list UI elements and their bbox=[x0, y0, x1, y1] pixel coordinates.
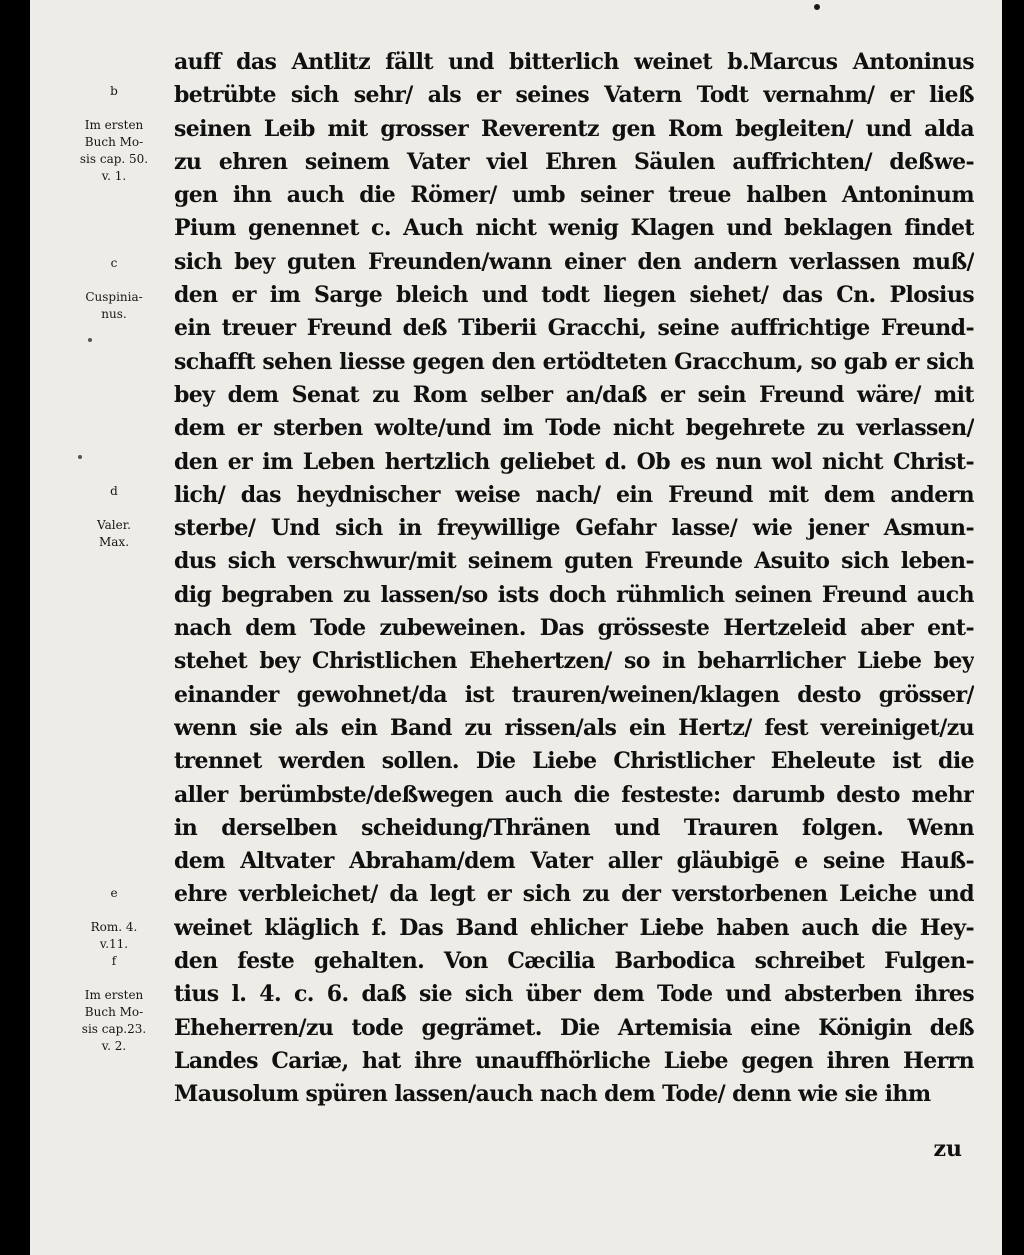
note-mark: e bbox=[110, 886, 118, 900]
text-line: Mausolum spüren lassen/auch nach dem Tode/ denn wie sie ihm bbox=[174, 1081, 931, 1108]
text-line: aller berümbste/deßwegen auch die festeste: darumb desto mehr bbox=[174, 781, 974, 808]
note-mark: c bbox=[110, 256, 118, 270]
text-line: lich/ das heydnischer weise nach/ ein Freund mit dem andern bbox=[174, 481, 974, 508]
text-line: dus sich verschwur/mit seinem guten Freunde Asuito sich leben- bbox=[174, 548, 974, 575]
text-line: den er im Leben hertzlich geliebet d. Ob es nun wol nicht Christ- bbox=[174, 448, 974, 475]
text-line: ehre verbleichet/ da legt er sich zu der verstorbenen Leiche und bbox=[174, 881, 974, 908]
text-line: sterbe/ Und sich in freywillige Gefahr lasse/ wie jener Asmun- bbox=[174, 515, 974, 542]
text-line: stehet bey Christlichen Ehehertzen/ so in beharrlicher Liebe bey bbox=[174, 648, 974, 675]
text-line: dig begraben zu lassen/so ists doch rühmlich seinen Freund auch bbox=[174, 581, 974, 608]
margin-note-b bbox=[52, 66, 176, 185]
note-text: Im ersten Buch Mo- sis cap. 50. v. 1. bbox=[79, 118, 149, 183]
text-line: nach dem Tode zubeweinen. Das grösseste Hertzeleid aber ent- bbox=[174, 615, 974, 642]
text-line: seinen Leib mit grosser Reverentz gen Rom begleiten/ und alda bbox=[174, 115, 974, 142]
text-line: tius l. 4. c. 6. daß sie sich über dem Tode und absterben ihres bbox=[174, 981, 974, 1008]
text-line: auff das Antlitz fällt und bitterlich weinet b.Marcus Antoninus bbox=[174, 49, 974, 75]
note-text: Rom. 4. v.11. bbox=[90, 920, 138, 951]
text-line: betrübte sich sehr/ als er seines Vatern Todt vernahm/ er ließ bbox=[174, 82, 974, 109]
text-line: einander gewohnet/da ist trauren/weinen/klagen desto grösser/ bbox=[174, 681, 974, 708]
text-line: Eheherren/zu tode gegrämet. Die Artemisia eine Königin deß bbox=[174, 1014, 974, 1041]
margin-notes bbox=[52, 0, 182, 1255]
ink-dot bbox=[814, 4, 820, 10]
note-mark: d bbox=[110, 484, 118, 498]
text-line: ein treuer Freund deß Tiberii Gracchi, seine auffrichtige Freund- bbox=[174, 315, 974, 342]
text-line: trennet werden sollen. Die Liebe Christlicher Eheleute ist die bbox=[174, 748, 974, 775]
note-text: Cuspinia- nus. bbox=[85, 290, 143, 321]
text-line: weinet kläglich f. Das Band ehlicher Liebe haben auch die Hey- bbox=[174, 914, 974, 941]
note-mark: b bbox=[110, 84, 118, 98]
margin-note-f bbox=[52, 936, 176, 1055]
note-mark: f bbox=[111, 954, 117, 968]
book-page bbox=[30, 0, 1002, 1255]
text-line: wenn sie als ein Band zu rissen/als ein Hertz/ fest vereiniget/zu bbox=[174, 714, 974, 741]
text-line: den feste gehalten. Von Cæcilia Barbodica schreibet Fulgen- bbox=[174, 948, 974, 975]
margin-note-d bbox=[52, 466, 176, 551]
text-line: Pium genennet c. Auch nicht wenig Klagen und beklagen findet bbox=[174, 215, 974, 242]
note-text: Valer. Max. bbox=[97, 518, 131, 549]
text-line: schafft sehen liesse gegen den ertödteten Gracchum, so gab er sich bbox=[174, 348, 974, 375]
text-line: Landes Cariæ, hat ihre unauffhörliche Liebe gegen ihren Herrn bbox=[174, 1047, 974, 1074]
text-line: dem er sterben wolte/und im Tode nicht begehrete zu verlassen/ bbox=[174, 415, 974, 442]
text-line: sich bey guten Freunden/wann einer den andern verlassen muß/ bbox=[174, 248, 974, 275]
text-line: den er im Sarge bleich und todt liegen siehet/ das Cn. Plosius bbox=[174, 282, 974, 309]
catchword: zu bbox=[933, 1136, 962, 1162]
text-line: bey dem Senat zu Rom selber an/daß er sein Freund wäre/ mit bbox=[174, 381, 974, 408]
note-text: Im ersten Buch Mo- sis cap.23. v. 2. bbox=[81, 988, 147, 1053]
text-line: dem Altvater Abraham/dem Vater aller gläubigē e seine Hauß- bbox=[174, 848, 974, 875]
text-line: gen ihn auch die Römer/ umb seiner treue halben Antoninum bbox=[174, 182, 974, 209]
margin-note-c bbox=[52, 238, 176, 323]
text-line: zu ehren seinem Vater viel Ehren Säulen auffrichten/ deßwe- bbox=[174, 148, 974, 175]
main-text-block bbox=[174, 46, 974, 1112]
text-line: in derselben scheidung/Thränen und Trauren folgen. Wenn bbox=[174, 814, 974, 841]
